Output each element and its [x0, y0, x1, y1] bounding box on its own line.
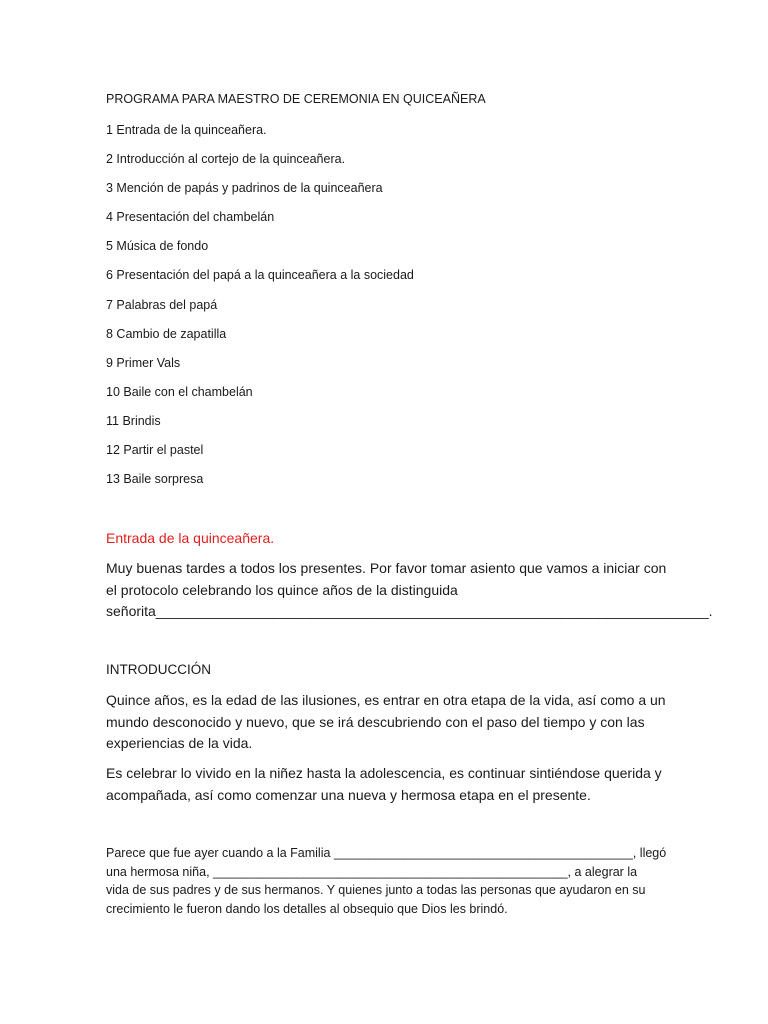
program-item-11: 11 Brindis	[106, 413, 161, 428]
program-item-8: 8 Cambio de zapatilla	[106, 326, 227, 341]
program-heading: PROGRAMA PARA MAESTRO DE CEREMONIA EN QUICEAÑERA	[106, 92, 486, 106]
intro-line: crecimiento le fueron dando los detalles al obsequio que Dios les brindó.	[106, 901, 508, 916]
program-list	[106, 121, 414, 499]
program-item-10: 10 Baile con el chambelán	[106, 384, 253, 399]
intro-line: una hermosa niña, ___________________________________________________, a alegrar la	[106, 864, 638, 879]
intro-paragraph-1	[106, 690, 666, 755]
entrada-line: señorita_______________________________________________________________________.	[106, 603, 713, 619]
program-item-7: 7 Palabras del papá	[106, 297, 218, 312]
entrada-line: el protocolo celebrando los quince años de la distinguida	[106, 581, 458, 598]
program-item-9: 9 Primer Vals	[106, 355, 181, 370]
program-item-4: 4 Presentación del chambelán	[106, 210, 275, 225]
program-item-3: 3 Mención de papás y padrinos de la quinceañera	[106, 181, 383, 196]
intro-line: Quince años, es la edad de las ilusiones, es entrar en otra etapa de la vida, así como a un	[106, 692, 666, 708]
program-item-12: 12 Partir el pastel	[106, 443, 204, 458]
entrada-paragraph	[106, 558, 713, 623]
intro-line: Es celebrar lo vivido en la niñez hasta la adolescencia, es continuar sintiéndose querida y	[106, 765, 662, 781]
program-item-1: 1 Entrada de la quinceañera.	[106, 123, 267, 137]
entrada-section-title: Entrada de la quinceañera.	[106, 530, 275, 546]
intro-line: experiencias de la vida.	[106, 735, 253, 751]
program-item-13: 13 Baile sorpresa	[106, 472, 204, 487]
entrada-line: Muy buenas tardes a todos los presentes. Por favor tomar asiento que vamos a iniciar con	[106, 560, 667, 576]
intro-line: vida de sus padres y de sus hermanos. Y quienes junto a todas las personas que ayudaron en su	[106, 883, 646, 897]
intro-paragraph-3	[106, 844, 666, 918]
program-item-5: 5 Música de fondo	[106, 239, 209, 254]
intro-section-title: INTRODUCCIÓN	[106, 662, 211, 677]
intro-line: acompañada, así como comenzar una nueva y hermosa etapa en el presente.	[106, 786, 591, 803]
intro-paragraph-2	[106, 763, 666, 806]
program-item-6: 6 Presentación del papá a la quinceañera a la sociedad	[106, 268, 414, 283]
intro-line: Parece que fue ayer cuando a la Familia ___________________________________________, llegó	[106, 846, 667, 860]
intro-line: mundo desconocido y nuevo, que se irá descubriendo con el paso del tiempo y con las	[106, 713, 645, 730]
program-item-2: 2 Introducción al cortejo de la quinceañera.	[106, 152, 346, 167]
